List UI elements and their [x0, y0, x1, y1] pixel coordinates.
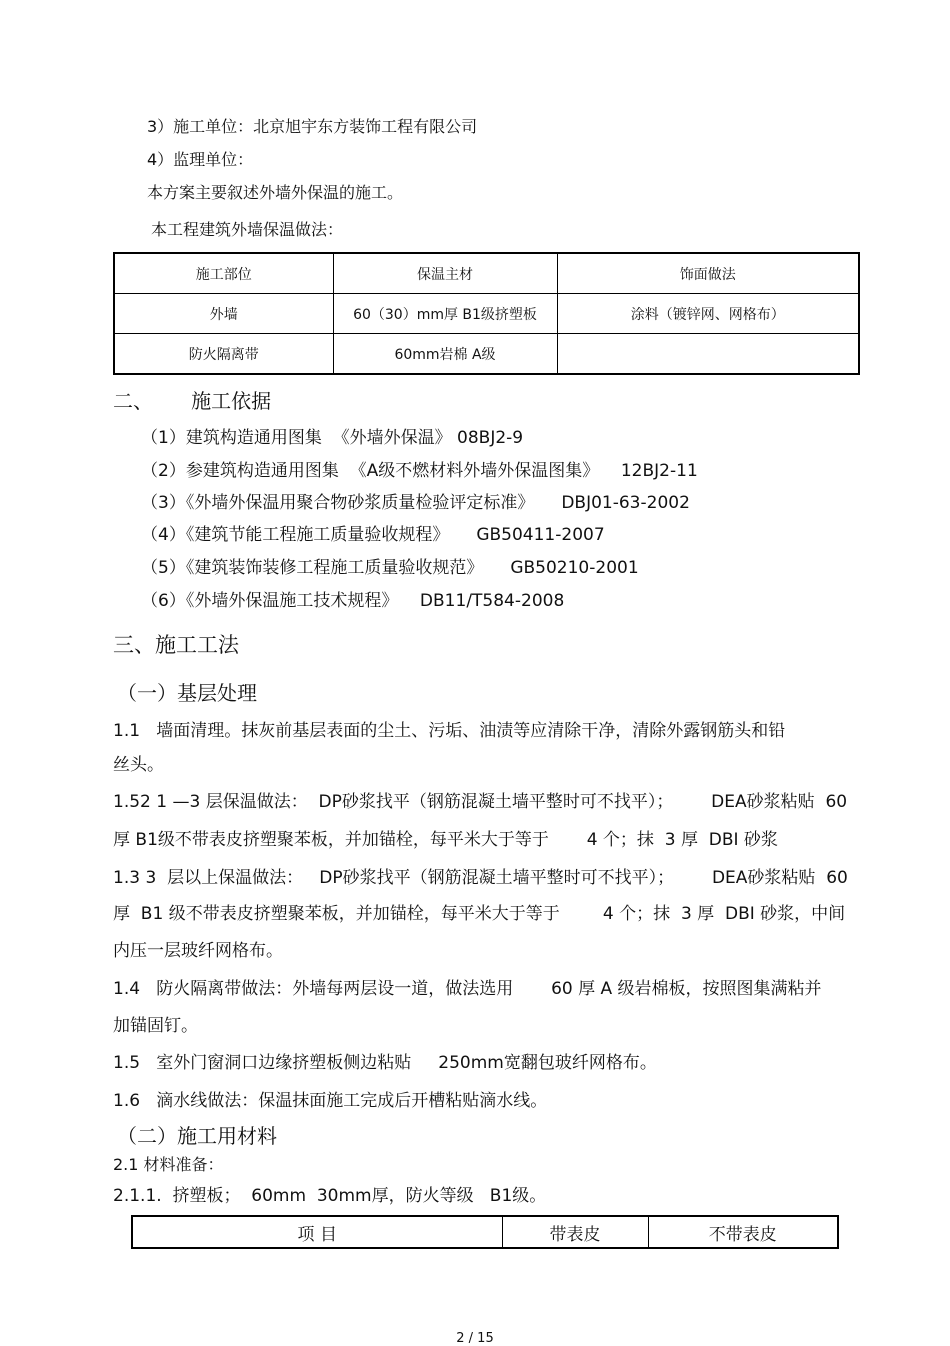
- section-heading-basis: 二、 施工依据: [113, 389, 272, 413]
- basis-item: （1）建筑构造通用图集 《外墙外保温》 08BJ2-9: [141, 428, 524, 448]
- paragraph-line: 1.6 滴水线做法：保温抹面施工完成后开槽粘贴滴水线。: [113, 1091, 548, 1111]
- subsection-heading-materials: （二）施工用材料: [117, 1124, 277, 1148]
- paragraph-line: 厚 B1 级不带表皮挤塑聚苯板，并加锚栓，每平米大于等于 4 个；抹 3 厚 DBI 砂浆，中间: [113, 904, 846, 924]
- intro-line-table-caption: 本工程建筑外墙保温做法：: [151, 220, 344, 239]
- basis-item: （3）《外墙外保温用聚合物砂浆质量检验评定标准》 DBJ01-63-2002: [141, 493, 690, 513]
- table-row: [114, 294, 859, 334]
- table-header-cell: 带表皮: [502, 1216, 648, 1248]
- paragraph-line: 1.3 3 层以上保温做法： DP砂浆找平（钢筋混凝土墙平整时可不找平）； DEA砂浆粘贴 60: [113, 868, 848, 888]
- table-header-cell: 保温主材: [333, 253, 557, 294]
- table-header-cell: 施工部位: [114, 253, 333, 294]
- intro-line-supervision-unit: 4）监理单位：: [147, 150, 254, 169]
- table-header-row: [132, 1216, 838, 1248]
- paragraph-line: 厚 B1级不带表皮挤塑聚苯板，并加锚栓，每平米大于等于 4 个；抹 3 厚 DBI 砂浆: [113, 830, 778, 850]
- subsection-heading-base: （一）基层处理: [117, 681, 257, 705]
- basis-item: （5）《建筑装饰装修工程施工质量验收规范》 GB50210-2001: [141, 558, 639, 578]
- paragraph-line: 1.1 墙面清理。抹灰前基层表面的尘土、污垢、油渍等应清除干净，清除外露钢筋头和铅: [113, 721, 786, 741]
- section-heading-method: 三、施工工法: [113, 633, 239, 657]
- table-header-row: [114, 253, 859, 294]
- intro-line-construction-unit: 3）施工单位：北京旭宇东方装饰工程有限公司: [147, 117, 478, 136]
- table-header-cell: 项 目: [132, 1216, 502, 1248]
- table-row: [114, 334, 859, 375]
- paragraph-line: 内压一层玻纤网格布。: [113, 941, 283, 961]
- basis-item: （4）《建筑节能工程施工质量验收规程》 GB50411-2007: [141, 525, 605, 545]
- table-header-cell: 饰面做法: [557, 253, 859, 294]
- table-cell: 60mm岩棉 A级: [333, 334, 557, 375]
- paragraph-line: 丝头。: [113, 755, 164, 775]
- page-number: 2 / 15: [456, 1331, 494, 1346]
- table-header-cell: 不带表皮: [648, 1216, 838, 1248]
- insulation-method-table: [113, 252, 860, 375]
- paragraph-line: 2.1 材料准备：: [113, 1155, 224, 1174]
- paragraph-line: 1.5 室外门窗洞口边缘挤塑板侧边粘贴 250mm宽翻包玻纤网格布。: [113, 1053, 657, 1073]
- paragraph-line: 加锚固钉。: [113, 1016, 198, 1036]
- paragraph-line: 2.1.1. 挤塑板； 60mm 30mm厚，防火等级 B1级。: [113, 1186, 547, 1206]
- basis-item: （6）《外墙外保温施工技术规程》 DB11/T584-2008: [141, 591, 565, 611]
- table-cell: 防火隔离带: [114, 334, 333, 375]
- xps-board-table: [131, 1215, 839, 1249]
- paragraph-line: 1.4 防火隔离带做法：外墙每两层设一道，做法选用 60 厚 A 级岩棉板，按照图集满粘并: [113, 979, 822, 999]
- table-cell: 涂料（镀锌网、网格布）: [557, 294, 859, 334]
- table-cell: 外墙: [114, 294, 333, 334]
- intro-line-scope: 本方案主要叙述外墙外保温的施工。: [147, 183, 404, 202]
- table-cell: [557, 334, 859, 375]
- basis-item: （2）参建筑构造通用图集 《A级不燃材料外墙外保温图集》 12BJ2-11: [141, 461, 698, 481]
- table-cell: 60（30）mm厚 B1级挤塑板: [333, 294, 557, 334]
- paragraph-line: 1.52 1 —3 层保温做法： DP砂浆找平（钢筋混凝土墙平整时可不找平）； DEA砂浆粘贴 60: [113, 792, 848, 812]
